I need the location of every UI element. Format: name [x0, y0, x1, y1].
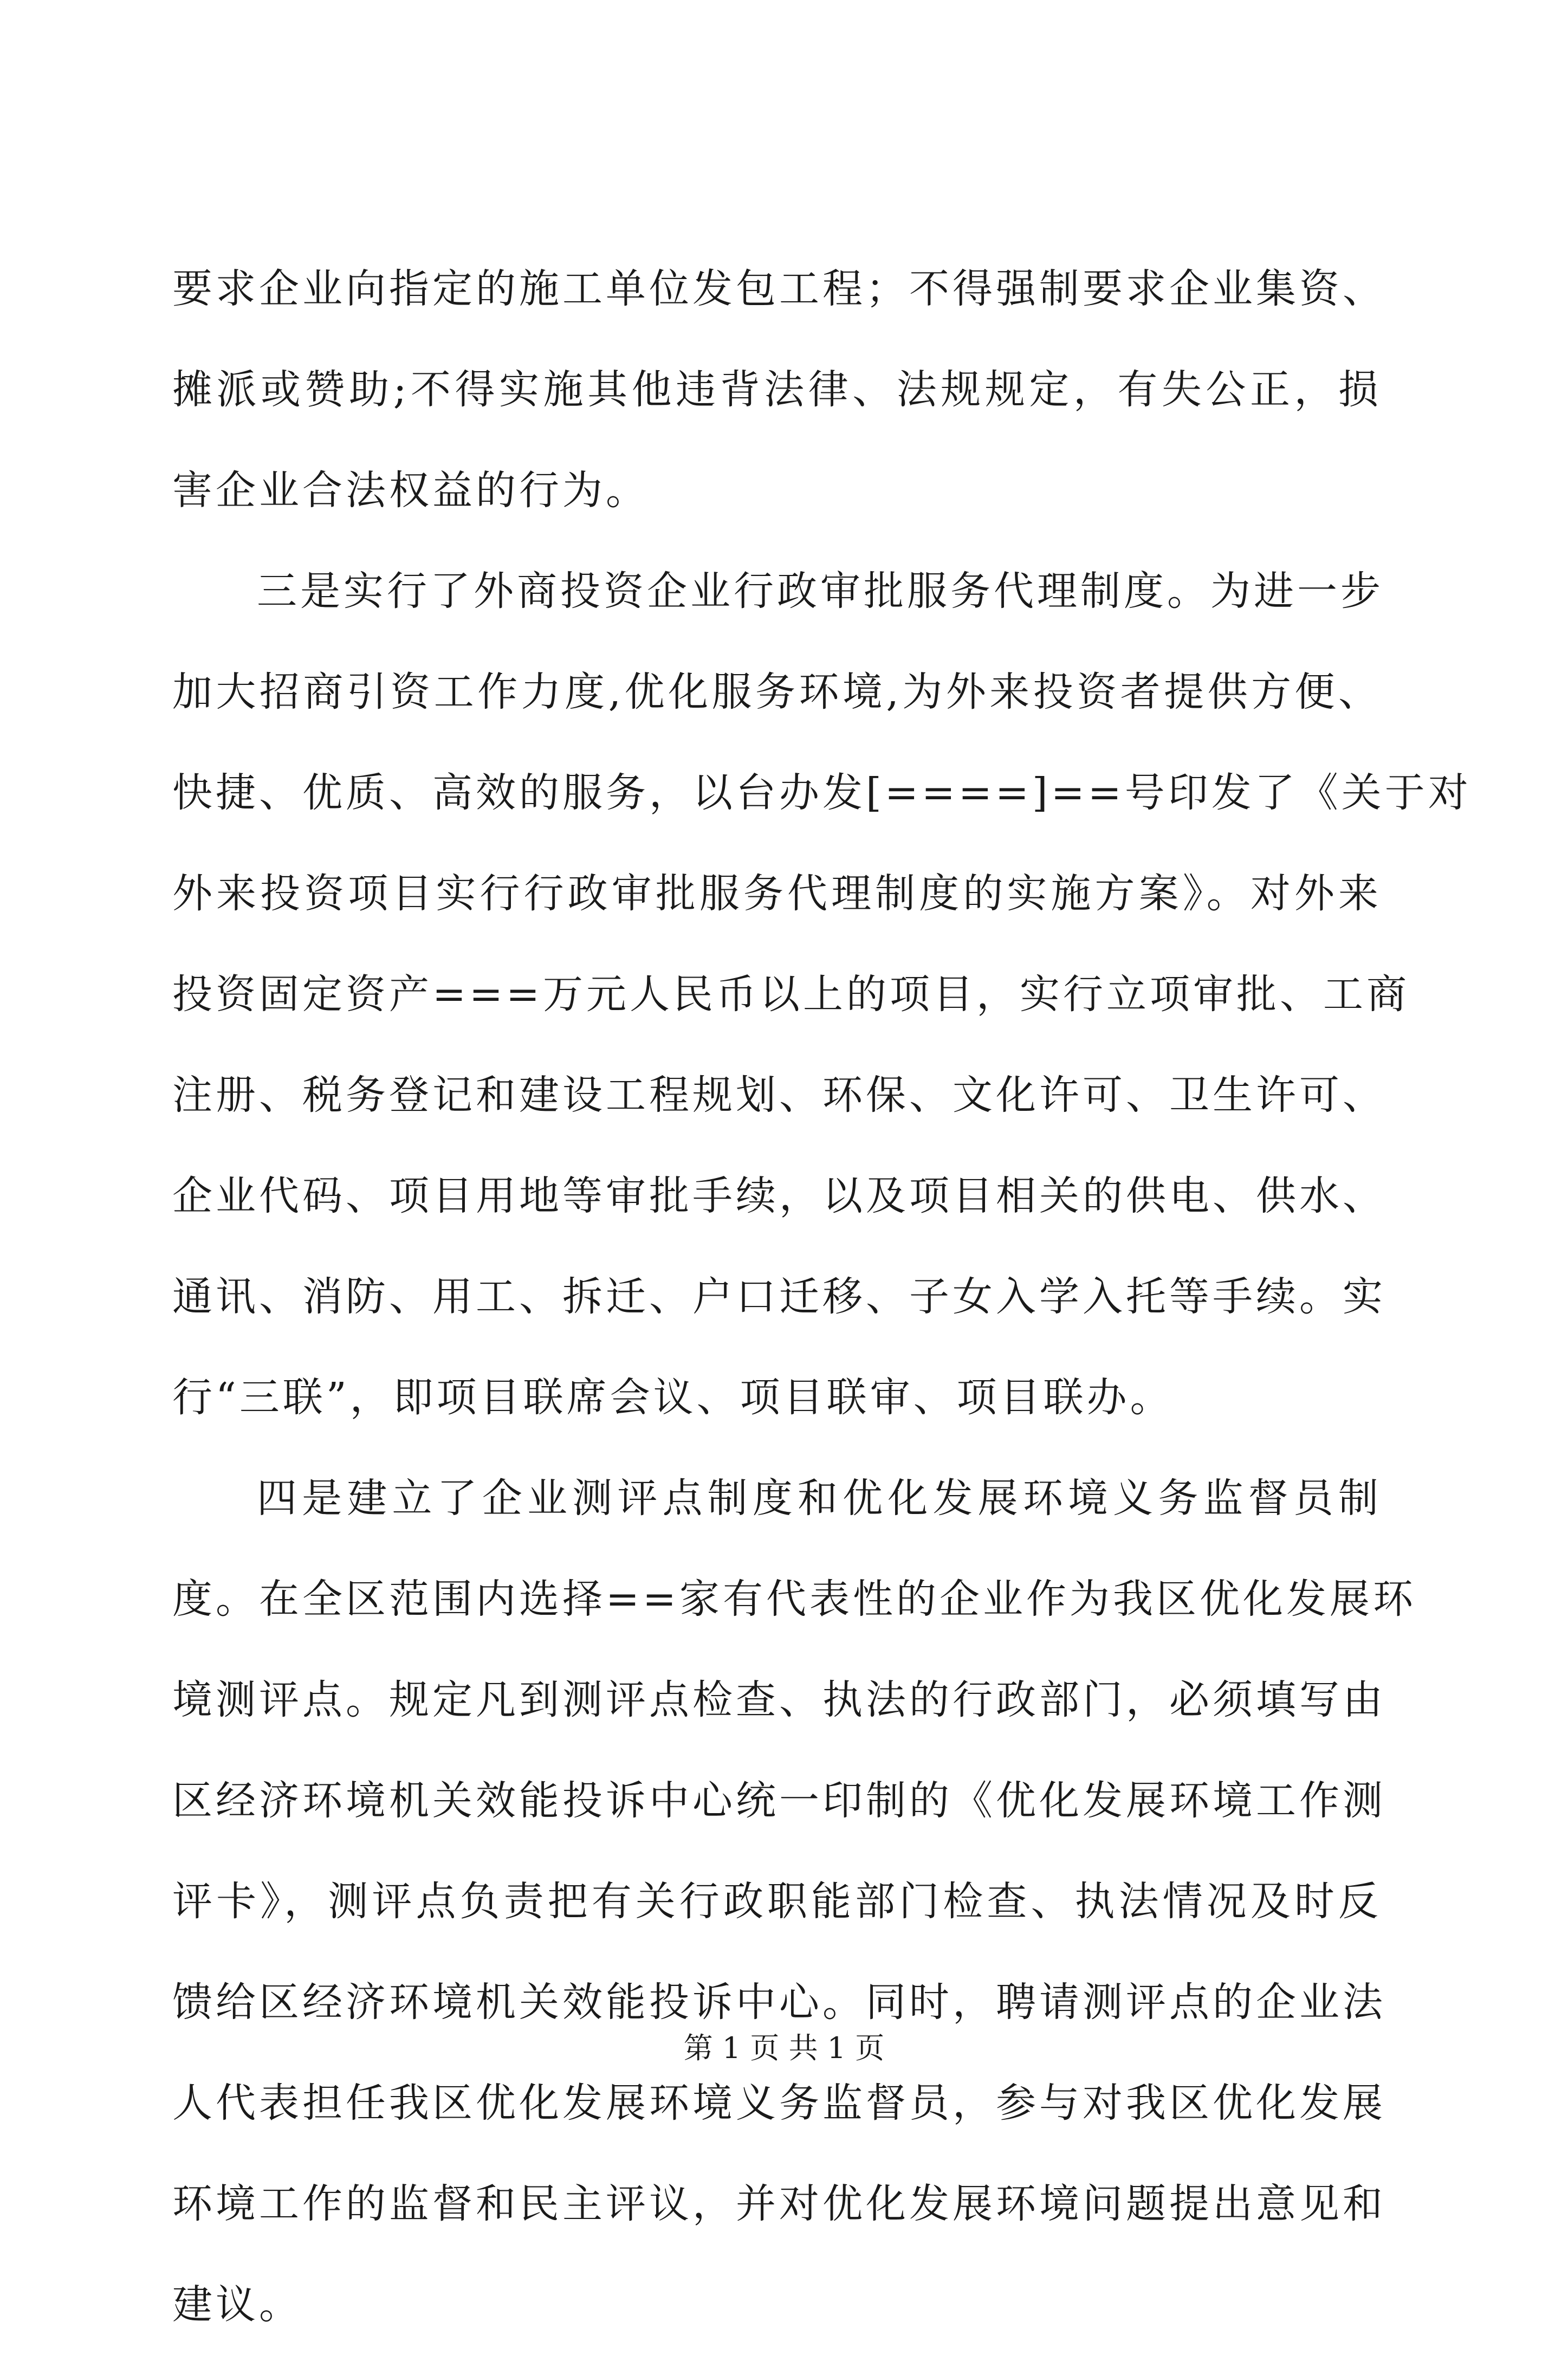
paragraph-3-line-9: 建议。 [172, 2281, 302, 2328]
paragraph-3-line-8: 环境工作的监督和民主评议，并对优化发展环境问题提出意见和 [172, 2181, 1386, 2227]
paragraph-3-line-7: 人代表担任我区优化发展环境义务监督员，参与对我区优化发展 [172, 2080, 1386, 2126]
paragraph-3-line-2: 度。在全区范围内选择==家有代表性的企业作为我区优化发展环 [172, 1576, 1417, 1622]
paragraph-2-line-6: 注册、税务登记和建设工程规划、环保、文化许可、卫生许可、 [172, 1072, 1386, 1118]
paragraph-2-line-7: 企业代码、项目用地等审批手续，以及项目相关的供电、供水、 [172, 1173, 1386, 1219]
paragraph-2-line-4: 外来投资项目实行行政审批服务代理制度的实施方案》。对外来 [172, 870, 1382, 917]
paragraph-2-line-8: 通讯、消防、用工、拆迁、户口迁移、子女入学入托等手续。实 [172, 1273, 1386, 1320]
paragraph-2-line-1: 三是实行了外商投资企业行政审批服务代理制度。为进一步 [257, 568, 1384, 614]
paragraph-2-line-9: 行“三联”，即项目联席会议、项目联审、项目联办。 [172, 1374, 1174, 1421]
paragraph-3-line-1: 四是建立了企业测评点制度和优化发展环境义务监督员制 [257, 1475, 1382, 1522]
paragraph-3-line-6: 馈给区经济环境机关效能投诉中心。同时，聘请测评点的企业法 [172, 1979, 1386, 2026]
paragraph-2-line-5: 投资固定资产===万元人民币以上的项目，实行立项审批、工商 [172, 971, 1410, 1018]
paragraph-3-line-4: 区经济环境机关效能投诉中心统一印制的《优化发展环境工作测 [172, 1777, 1386, 1824]
paragraph-1-line-2: 摊派或赞助;不得实施其他违背法律、法规规定，有失公正，损 [172, 366, 1382, 413]
paragraph-3-line-3: 境测评点。规定凡到测评点检查、执法的行政部门，必须填写由 [172, 1677, 1386, 1723]
paragraph-2-line-3: 快捷、优质、高效的服务，以台办发[====]==号印发了《关于对 [172, 769, 1472, 816]
paragraph-1-line-1: 要求企业向指定的施工单位发包工程；不得强制要求企业集资、 [172, 266, 1386, 312]
paragraph-3-line-5: 评卡》，测评点负责把有关行政职能部门检查、执法情况及时反 [172, 1878, 1382, 1925]
page-number-footer: 第 1 页 共 1 页 [683, 2031, 885, 2065]
paragraph-2-line-2: 加大招商引资工作力度,优化服务环境,为外来投资者提供方便、 [172, 669, 1382, 715]
paragraph-1-line-3: 害企业合法权益的行为。 [172, 467, 649, 514]
